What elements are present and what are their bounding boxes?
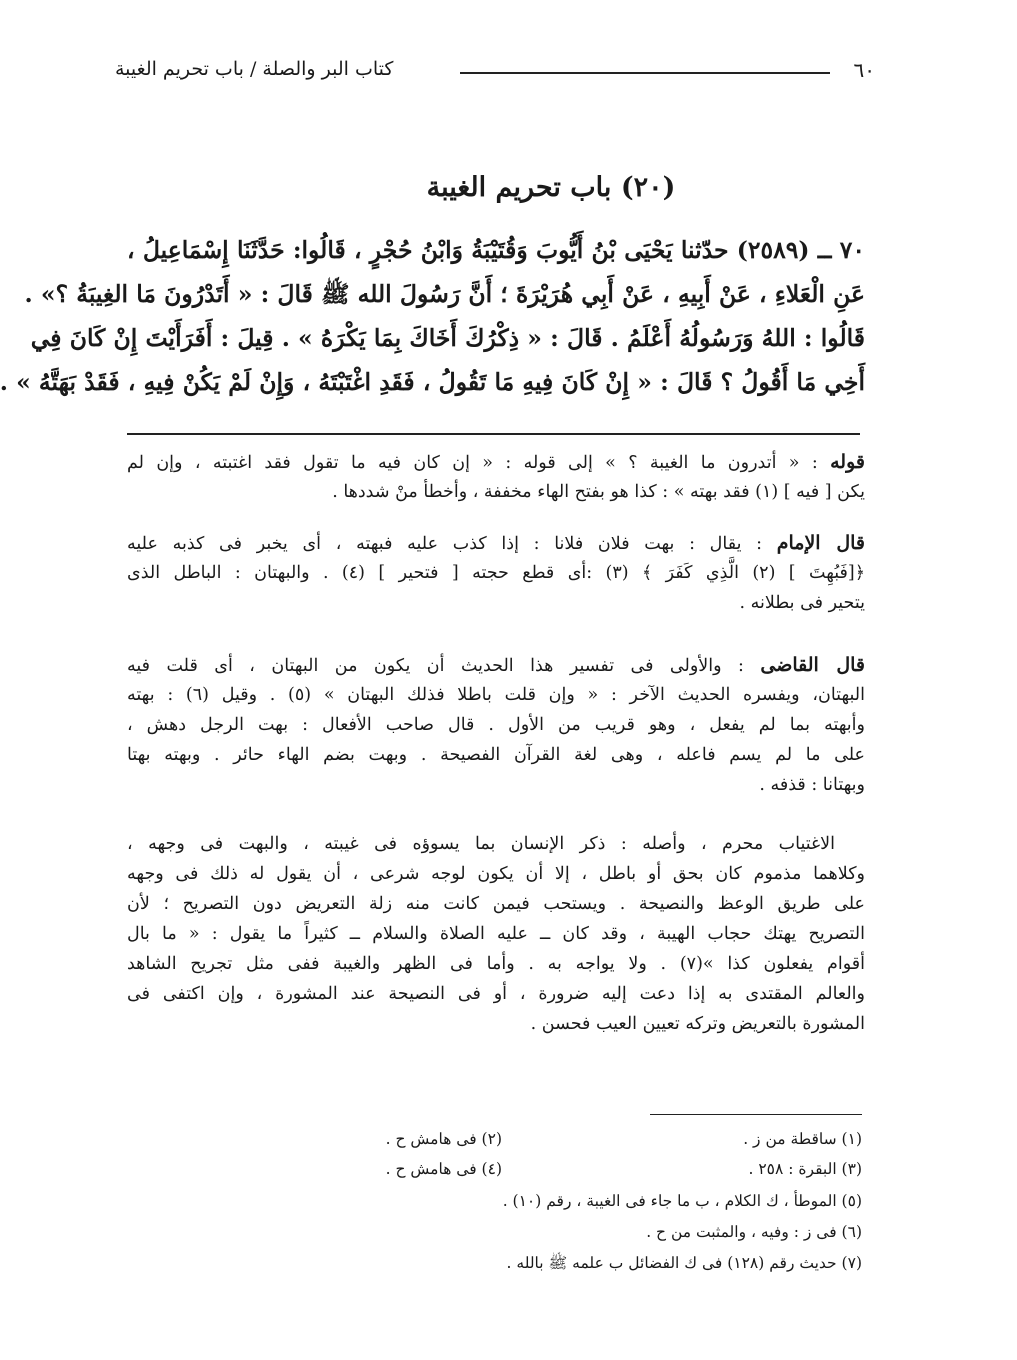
hadith-text xyxy=(0,228,865,404)
commentary-line: والعالم المقتدى به إذا دعت إليه ضرورة ، أو فى النصيحة عند المشورة ، وإن اكتفى فى xyxy=(127,984,865,1004)
running-header xyxy=(115,58,875,88)
footnote: (٢) فى هامش ح . xyxy=(385,1130,502,1148)
commentary-paragraph xyxy=(127,829,865,1039)
commentary-line: وبهتانا : قذفه . xyxy=(759,775,865,795)
commentary-line: الاغتياب محرم ، وأصله : ذكر الإنسان بما يسوؤه فى غيبته ، والبهت فى وجهه ، xyxy=(127,834,835,854)
footnote: (٦) فى ز : وفيه ، والمثبت من ح . xyxy=(646,1223,862,1241)
commentary-paragraph xyxy=(127,650,865,800)
commentary-line: البهتان، ويفسره الحديث الآخر : « وإن قلت باطلا فذلك البهتان » (٥) . وقيل (٦) : بهته xyxy=(127,685,865,705)
commentary-paragraph xyxy=(127,528,865,618)
commentary-line: : يقال : بهت فلان فلانا : إذا كذب عليه فبهته ، أى يخبر فى كذبه عليه xyxy=(127,534,763,554)
commentary-line: يكن [ فيه ] (١) فقد بهته » : كذا هو بفتح الهاء مخففة ، وأخطأ منْ شددها . xyxy=(332,482,865,502)
footnote: (١) ساقطة من ز . xyxy=(743,1130,862,1148)
page-number: ٦٠ xyxy=(853,58,875,82)
footnote: (٥) الموطأ ، ك الكلام ، ب ما جاء فى الغيبة ، رقم (١٠) . xyxy=(502,1192,862,1210)
commentary-line: يتحير فى بطلانه . xyxy=(739,593,865,613)
commentary-lead: قال القاضى xyxy=(760,654,865,676)
commentary-lead: قال الإمام xyxy=(776,532,865,554)
commentary-line: وكلاهما مذموم كان بحق أو باطل ، إلا أن يكون لوجه شرعى ، أن يقول له ذلك فى وجهه xyxy=(127,864,865,884)
commentary-line: ﴿[فَبُهِتَ ] (٢) الَّذِي كَفَرَ ﴾ (٣) :أى قطع حجته [ فتحير ] (٤) . والبهتان : الباطل الذى xyxy=(127,563,865,583)
commentary-line: : والأولى فى تفسير هذا الحديث أن يكون من البهتان ، أى قلت فيه xyxy=(127,656,744,676)
hadith-line: قَالُوا : اللهُ وَرَسُولُهُ أَعْلَمُ . قَالَ : « ذِكْرُكَ أَخَاكَ بِمَا يَكْرَهُ » . قِيلَ : أَفَرَأَيْتَ إِنْ كَانَ فِي xyxy=(30,324,865,352)
footnote: (٤) فى هامش ح . xyxy=(385,1160,502,1178)
running-title: كتاب البر والصلة / باب تحريم الغيبة xyxy=(115,58,394,80)
footnote-rule xyxy=(650,1114,862,1115)
hadith-line: عَنِ الْعَلاءِ ، عَنْ أَبِيهِ ، عَنْ أَبِي هُرَيْرَةَ ؛ أَنَّ رَسُولَ الله ﷺ قَالَ : « أَتَدْرُونَ مَا الغِيبَةُ ؟» . xyxy=(24,280,865,308)
commentary-lead: قوله xyxy=(830,451,865,473)
footnote: (٧) حديث رقم (١٢٨) فى ك الفضائل ب علمه ﷺ بالله . xyxy=(506,1254,862,1272)
section-divider xyxy=(127,433,860,435)
commentary-line: التصريح يهتك حجاب الهيبة ، وقد كان ــ عليه الصلاة والسلام ــ كثيراً ما يقول : « ما بال xyxy=(127,924,865,944)
header-rule xyxy=(460,72,830,74)
hadith-line: أَخِي مَا أَقُولُ ؟ قَالَ : « إِنْ كَانَ فِيهِ مَا تَقُولُ ، فَقَدِ اغْتَبْتَهُ ، وَإِنْ لَمْ يَكُنْ فِيهِ ، فَقَدْ بَهَتَّهُ » . xyxy=(0,368,865,396)
footnote: (٣) البقرة : ٢٥٨ . xyxy=(748,1160,862,1178)
commentary-line: وأبهته بما لم يفعل ، وهو قريب من الأول . قال صاحب الأفعال : بهت الرجل دهش ، xyxy=(127,715,865,735)
hadith-line: ٧٠ ــ (٢٥٨٩) حدّثنا يَحْيَى بْنُ أَيُّوبَ وَقُتَيْبَةُ وَابْنُ حُجْرٍ ، قَالُوا: حَدَّثَنَا إِسْمَاعِيلُ ، xyxy=(127,236,865,264)
commentary-line: على ما لم يسم فاعله ، وهى لغة القرآن الفصيحة . وبهت بضم الهاء حائر . وبهته بهتا xyxy=(127,745,865,765)
commentary-line: على طريق الوعظ والنصيحة . ويستحب فيمن كانت منه زلة التعريض دون التصريح ؛ لأن xyxy=(127,894,865,914)
commentary-paragraph xyxy=(127,447,865,507)
chapter-title: (٢٠) باب تحريم الغيبة xyxy=(426,172,676,203)
commentary-line: : « أتدرون ما الغيبة ؟ » إلى قوله : « إن كان فيه ما تقول فقد اغتبته ، وإن لم xyxy=(127,453,818,473)
commentary-line: أقوام يفعلون كذا »(٧) . ولا يواجه به . وأما فى الظهر والغيبة ففى مثل تجريح الشاهد xyxy=(127,954,865,974)
commentary-line: المشورة بالتعريض وتركه تعيين العيب فحسن . xyxy=(530,1014,865,1034)
